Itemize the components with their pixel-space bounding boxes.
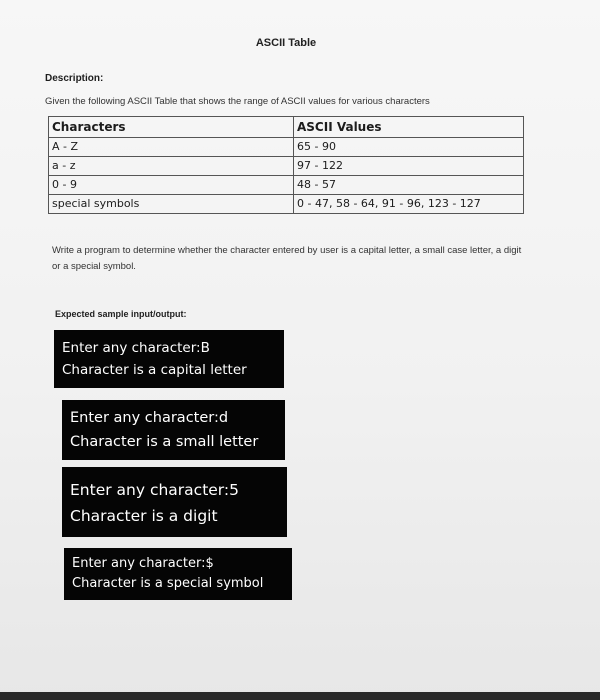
table-cell-characters: 0 - 9 [49,176,294,195]
table-cell-characters: A - Z [49,138,294,157]
table-cell-characters: special symbols [49,195,294,214]
sample-heading: Expected sample input/output: [55,309,187,319]
table-cell-ascii-values: 97 - 122 [294,157,524,176]
description-heading: Description: [45,73,104,84]
sample-result-line: Character is a digit [70,507,218,525]
table-cell-ascii-values: 48 - 57 [294,176,524,195]
sample-output-digit [62,467,287,537]
sample-input-line: Enter any character:B [62,340,210,356]
sample-result-line: Character is a capital letter [62,362,247,378]
table-row [49,176,524,195]
sample-output-special [64,548,292,600]
table-cell-ascii-values: 0 - 47, 58 - 64, 91 - 96, 123 - 127 [294,195,524,214]
page-bottom-edge [0,692,600,700]
sample-input-line: Enter any character:d [70,410,229,426]
sample-result-line: Character is a small letter [70,434,259,450]
sample-input-line: Enter any character:$ [72,556,214,571]
table-row [49,157,524,176]
sample-output-small [62,400,285,460]
table-header-row [49,117,524,138]
page-title: ASCII Table [255,37,317,49]
column-header-ascii-values: ASCII Values [294,117,524,138]
description-text: Given the following ASCII Table that shows the range of ASCII values for various characters [45,96,430,107]
ascii-table [48,116,524,214]
table-row [49,195,524,214]
sample-result-line: Character is a special symbol [72,576,264,591]
sample-input-line: Enter any character:5 [70,481,239,499]
table-cell-characters: a - z [49,157,294,176]
table-row [49,138,524,157]
table-cell-ascii-values: 65 - 90 [294,138,524,157]
sample-output-capital [54,330,284,388]
column-header-characters: Characters [49,117,294,138]
program-instructions: Write a program to determine whether the character entered by user is a capital letter, a small case letter, a digit or a special symbol. [52,245,522,272]
